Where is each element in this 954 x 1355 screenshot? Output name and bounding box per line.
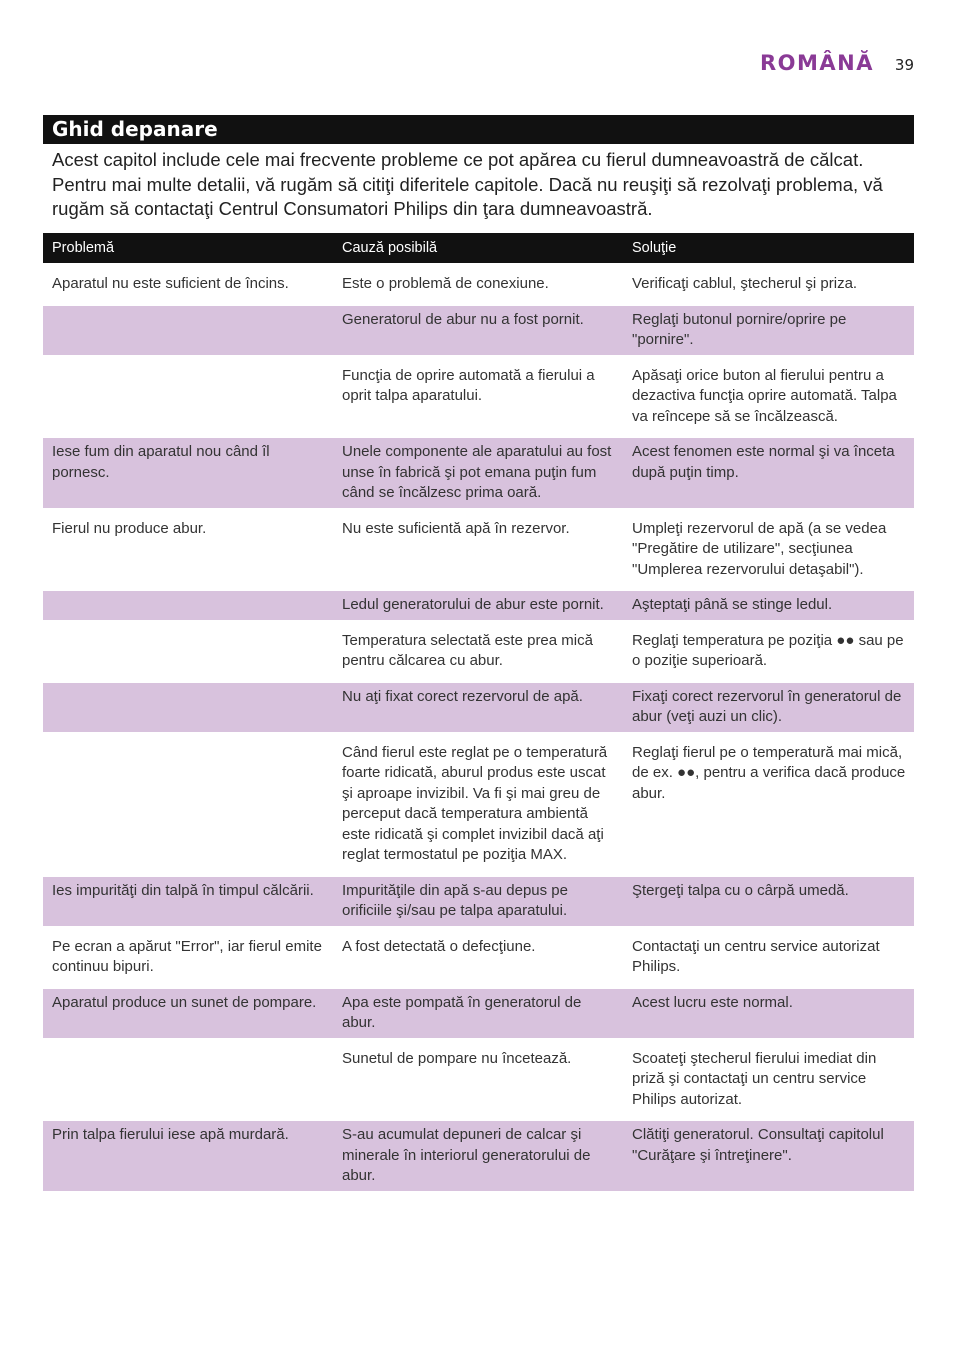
problem-cell: Fierul nu produce abur. — [52, 519, 207, 537]
cause-cell: Ledul generatorului de abur este pornit. — [333, 591, 623, 620]
problem-cell: Ies impurităţi din talpă în timpul călcării. — [43, 877, 333, 926]
section-title: Ghid depanare — [43, 115, 914, 144]
solution-cell: Clătiţi generatorul. Consultaţi capitolul "Curăţare şi întreţinere". — [623, 1121, 914, 1191]
table-row — [43, 362, 914, 432]
table-row — [43, 306, 914, 355]
table-row — [43, 1121, 914, 1191]
solution-cell: Reglaţi fierul pe o temperatură mai mică, de ex. ●●, pentru a verifica dacă produce abur. — [632, 743, 906, 802]
solution-cell: Contactaţi un centru service autorizat Philips. — [632, 937, 880, 975]
header-solution: Soluţie — [623, 233, 914, 263]
cause-cell: Funcţia de oprire automată a fierului a oprit talpa aparatului. — [342, 366, 595, 404]
cause-cell: Temperatura selectată este prea mică pentru călcarea cu abur. — [342, 631, 593, 669]
solution-cell: Verificaţi cablul, ştecherul şi priza. — [632, 275, 858, 292]
problem-cell: Prin talpa fierului iese apă murdară. — [43, 1121, 333, 1191]
table-row — [43, 933, 914, 982]
intro-paragraph: Acest capitol include cele mai frecvente probleme ce pot apărea cu fierul dumneavoastră de călcat. Pentru mai multe detalii, vă rugăm să citiţi diferitele capitole. Dacă nu reuşiţi să rezolvaţi problema, vă rugăm să contactaţi Centrul Consumatori Philips din ţara dumneavoastră. — [52, 149, 883, 219]
solution-cell: Reglaţi butonul pornire/oprire pe "pornire". — [623, 306, 914, 355]
solution-cell: Acest fenomen este normal şi va înceta după puţin timp. — [623, 438, 914, 508]
page-header — [0, 48, 954, 82]
cause-cell: Nu aţi fixat corect rezervorul de apă. — [333, 683, 623, 732]
cause-cell: Impurităţile din apă s-au depus pe orificiile şi/sau pe talpa aparatului. — [333, 877, 623, 926]
cause-cell: Nu este suficientă apă în rezervor. — [342, 519, 570, 537]
problem-cell — [43, 627, 333, 676]
solution-cell: Apăsaţi orice buton al fierului pentru a dezactiva funcţia oprire automată. Talpa va reîncepe să se încălzească. — [632, 366, 897, 425]
solution-cell: Scoateţi ştecherul fierului imediat din priză şi contactaţi un centru service Philips autorizat. — [632, 1049, 877, 1108]
header-cause: Cauză posibilă — [333, 233, 623, 263]
cause-cell: Este o problemă de conexiune. — [342, 275, 549, 292]
solution-cell: Reglaţi temperatura pe poziţia ●● sau pe o poziţie superioară. — [632, 631, 904, 669]
problem-cell: Pe ecran a apărut "Error", iar fierul emite continuu bipuri. — [52, 937, 322, 975]
solution-cell: Acest lucru este normal. — [623, 989, 914, 1038]
table-row — [43, 877, 914, 926]
table-row — [43, 627, 914, 676]
problem-cell — [43, 362, 333, 432]
table-row — [43, 270, 914, 299]
cause-cell: Când fierul este reglat pe o temperatură foarte ridicată, aburul produs este uscat şi aproape invizibil. Va fi şi mai greu de perceput dacă temperatura ambientă este ridicată şi complet invizibil dacă aţi reglat termostatul pe poziţia MAX. — [342, 743, 608, 863]
table-row — [43, 515, 914, 585]
cause-cell: A fost detectată o defecţiune. — [342, 937, 536, 955]
troubleshooting-table — [43, 226, 914, 1198]
cause-cell: Generatorul de abur nu a fost pornit. — [333, 306, 623, 355]
solution-cell: Ştergeţi talpa cu o cârpă umedă. — [623, 877, 914, 926]
table-row — [43, 739, 914, 870]
table-row — [43, 438, 914, 508]
solution-cell: Fixaţi corect rezervorul în generatorul de abur (veţi auzi un clic). — [623, 683, 914, 732]
page-number: 39 — [894, 56, 914, 74]
header-problem: Problemă — [43, 233, 333, 263]
cause-cell: Sunetul de pompare nu încetează. — [342, 1049, 572, 1067]
problem-cell — [43, 739, 333, 870]
solution-cell: Aşteptaţi până se stinge ledul. — [623, 591, 914, 620]
solution-cell: Umpleţi rezervorul de apă (a se vedea "Pregătire de utilizare", secţiunea "Umplerea rezervorului detaşabil"). — [632, 519, 887, 578]
cause-cell: Apa este pompată în generatorul de abur. — [333, 989, 623, 1038]
problem-cell: Aparatul produce un sunet de pompare. — [43, 989, 333, 1038]
cause-cell: Unele componente ale aparatului au fost unse în fabrică şi pot emana puţin fum când se încălzesc prima oară. — [333, 438, 623, 508]
problem-cell: Aparatul nu este suficient de încins. — [52, 275, 289, 292]
problem-cell: Iese fum din aparatul nou când îl pornesc. — [43, 438, 333, 508]
table-row — [43, 683, 914, 732]
problem-cell — [43, 591, 333, 620]
table-header-row — [43, 233, 914, 263]
problem-cell — [43, 683, 333, 732]
table-row — [43, 591, 914, 620]
problem-cell — [43, 306, 333, 355]
table-row — [43, 1045, 914, 1115]
problem-cell — [43, 1045, 333, 1115]
cause-cell: S-au acumulat depuneri de calcar şi minerale în interiorul generatorului de abur. — [333, 1121, 623, 1191]
table-row — [43, 989, 914, 1038]
language-label: ROMÂNĂ — [760, 51, 874, 75]
table-body — [43, 270, 914, 1191]
